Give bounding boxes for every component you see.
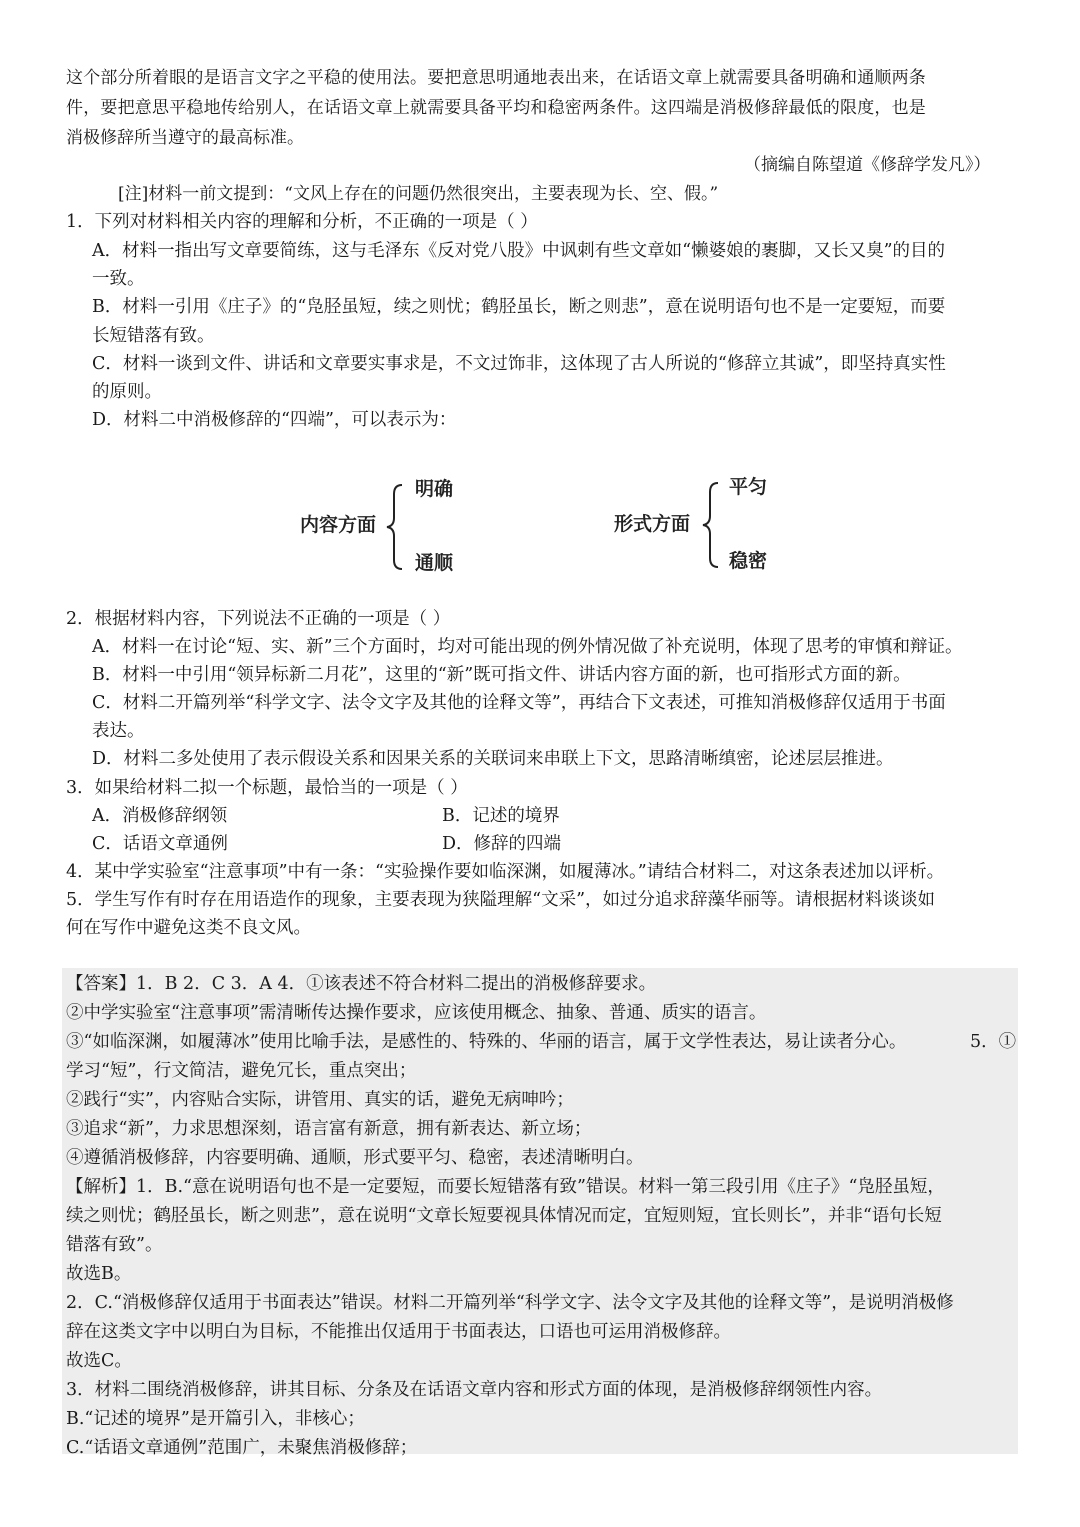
answer-line-4: 学习“短”，行文简洁，避免冗长，重点突出； [66,1061,417,1081]
q3-option-a: A．消极修辞纲领 [92,806,228,826]
answer-line-3: ③“如临深渊，如履薄冰”使用比喻手法，是感性的、特殊的、华丽的语言，属于文学性表达，易让读者分心。 [66,1032,907,1052]
passage-line-1: 这个部分所着眼的是语言文字之平稳的使用法。要把意思明通地表出来，在话语文章上就需要具备明确和通顺两条 [66,68,926,88]
q2-option-c-line2: 表达。 [92,721,145,741]
answer-line-2: ②中学实验室“注意事项”需清晰传达操作要求，应该使用概念、抽象、普通、质实的语言。 [66,1003,767,1023]
analysis-line-10: C.“话语文章通例”范围广，未聚焦消极修辞； [66,1438,418,1458]
answer-line-5: ②践行“实”，内容贴合实际，讲管用、真实的话，避免无病呻吟； [66,1090,574,1110]
q1-option-c-line1: C．材料一谈到文件、讲话和文章要实事求是，不文过饰非，这体现了古人所说的“修辞立其诚”，即坚持真实性 [92,354,946,374]
diagram-content-label: 内容方面 [300,514,377,536]
answer-q5-label: 5．① [970,1032,1017,1052]
passage-source: （摘编自陈望道《修辞学发凡》） [744,155,991,175]
analysis-line-9: B.“记述的境界”是开篇引入，非核心； [66,1409,365,1429]
diagram-pingyun: 平匀 [729,476,768,498]
q4-stem: 4．某中学实验室“注意事项”中有一条：“实验操作要如临深渊，如履薄冰。”请结合材料二，对这条表述加以评析。 [66,862,945,882]
q1-option-a-line2: 一致。 [92,269,145,289]
q2-option-c-line1: C．材料二开篇列举“科学文字、法令文字及其他的诠释文等”，再结合下文表述，可推知消极修辞仅适用于书面 [92,693,946,713]
q3-option-d: D．修辞的四端 [442,834,562,854]
q2-option-d: D．材料二多处使用了表示假设关系和因果关系的关联词来串联上下文，思路清晰缜密，论述层层推进。 [92,749,894,769]
q1-option-c-line2: 的原则。 [92,382,162,402]
q3-option-c: C．话语文章通例 [92,834,228,854]
diagram-wenmi: 稳密 [729,550,768,572]
passage-line-3: 消极修辞所当遵守的最高标准。 [66,128,304,148]
q1-stem: 1．下列对材料相关内容的理解和分析，不正确的一项是（ ） [66,212,538,232]
q1-option-b-line1: B．材料一引用《庄子》的“凫胫虽短，续之则忧；鹤胫虽长，断之则悲”，意在说明语句也不是一定要短，而要 [92,297,946,317]
analysis-line-4: 故选B。 [66,1264,132,1284]
answer-line-1: 【答案】1．B 2．C 3．A 4．①该表述不符合材料二提出的消极修辞要求。 [66,974,657,994]
q1-option-d-line1: D．材料二中消极修辞的“四端”，可以表示为： [92,410,457,430]
analysis-line-5: 2．C.“消极修辞仅适用于书面表达”错误。材料二开篇列举“科学文字、法令文字及其他的诠释文等”，是说明消极修 [66,1293,954,1313]
q3-option-b: B．记述的境界 [442,806,560,826]
analysis-line-1: 【解析】1．B.“意在说明语句也不是一定要短，而要长短错落有致”错误。材料一第三段引用《庄子》“凫胫虽短， [66,1177,945,1197]
left-brace-icon [384,482,406,572]
diagram-tongshun: 通顺 [415,552,454,574]
q5-stem-line2: 何在写作中避免这类不良文风。 [66,918,311,938]
analysis-line-6: 辞在这类文字中以明白为目标，不能推出仅适用于书面表达，口语也可运用消极修辞。 [66,1322,731,1342]
analysis-line-3: 错落有致”。 [66,1235,163,1255]
diagram-form-label: 形式方面 [614,513,691,535]
answer-line-6: ③追求“新”，力求思想深刻，语言富有新意，拥有新表达、新立场； [66,1119,592,1139]
q2-stem: 2．根据材料内容，下列说法不正确的一项是（ ） [66,609,451,629]
q1-option-a-line1: A．材料一指出写文章要简练，这与毛泽东《反对党八股》中讽刺有些文章如“懒婆娘的裹脚，又长又臭”的目的 [92,241,946,261]
q1-option-b-line2: 长短错落有致。 [92,326,215,346]
analysis-line-8: 3．材料二围绕消极修辞，讲其目标、分条及在话语文章内容和形式方面的体现，是消极修辞纲领性内容。 [66,1380,883,1400]
passage-line-2: 件，要把意思平稳地传给别人，在话语文章上就需要具备平均和稳密两条件。这四端是消极修辞最低的限度，也是 [66,98,926,118]
passage-note: [注]材料一前文提到：“文风上存在的问题仍然很突出，主要表现为长、空、假。” [118,184,719,204]
q5-stem-line1: 5．学生写作有时存在用语造作的现象，主要表现为狭隘理解“文采”，如过分追求辞藻华丽等。请根据材料谈谈如 [66,890,936,910]
q2-option-a: A．材料一在讨论“短、实、新”三个方面时，均对可能出现的例外情况做了补充说明，体现了思考的审慎和辩证。 [92,637,963,657]
answer-line-7: ④遵循消极修辞，内容要明确、通顺，形式要平匀、稳密，表述清晰明白。 [66,1148,644,1168]
right-brace-icon [700,480,722,570]
q2-option-b: B．材料一中引用“领异标新二月花”，这里的“新”既可指文件、讲话内容方面的新，也可指形式方面的新。 [92,665,911,685]
analysis-line-7: 故选C。 [66,1351,132,1371]
q3-stem: 3．如果给材料二拟一个标题，最恰当的一项是（ ） [66,778,468,798]
diagram-mingque: 明确 [415,478,454,500]
analysis-line-2: 续之则忧；鹤胫虽长，断之则悲”，意在说明“文章长短要视具体情况而定，宜短则短，宜长则长”，并非“语句长短 [66,1206,942,1226]
